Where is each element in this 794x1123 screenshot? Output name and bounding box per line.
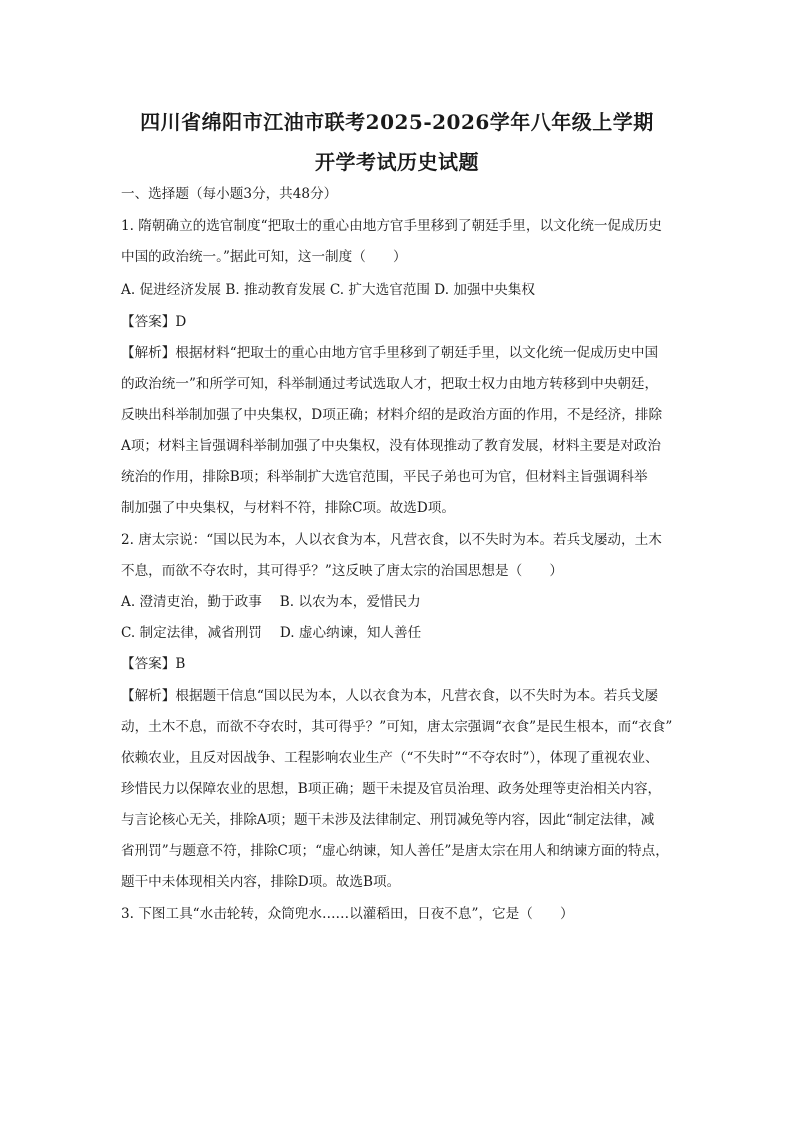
question-1-stem-line2: 中国的政治统一。”据此可知，这一制度（ ） (121, 249, 407, 265)
question-1-analysis-line: 反映出科举制加强了中央集权，D项正确；材料介绍的是政治方面的作用，不是经济，排除 (121, 407, 663, 423)
question-1-analysis-line: 【解析】根据材料“把取士的重心由地方官手里移到了朝廷手里，以文化统一促成历史中国 (121, 345, 659, 361)
question-2-analysis-line: 与言论核心无关，排除A项；题干未涉及法律制定、刑罚减免等内容，因此“制定法律，减 (121, 812, 655, 828)
question-2-analysis-line: 省刑罚”与题意不符，排除C项；“虚心纳谏，知人善任”是唐太宗在用人和纳谏方面的特点， (121, 843, 669, 859)
section-header: 一、选择题（每小题3分，共48分） (121, 186, 338, 202)
question-2-options-row2: C. 制定法律，减省刑罚 D. 虚心纳谏，知人善任 (121, 625, 422, 641)
question-2-options-row1: A. 澄清吏治，勤于政事 B. 以农为本，爱惜民力 (121, 594, 421, 610)
question-2-stem-line2: 不息，而欲不夺农时，其可得乎？”这反映了唐太宗的治国思想是（ ） (121, 563, 563, 579)
question-2-answer: 【答案】B (121, 656, 186, 672)
question-1-analysis-line: 统治的作用，排除B项；科举制扩大选官范围，平民子弟也可为官，但材料主旨强调科举 (121, 469, 648, 485)
question-1-answer: 【答案】D (121, 314, 187, 330)
question-2-analysis-line: 依赖农业，且反对因战争、工程影响农业生产（“不失时”“不夺农时”），体现了重视农业、 (121, 750, 659, 766)
question-1-analysis-line: 的政治统一”和所学可知，科举制通过考试选取人才，把取士权力由地方转移到中央朝廷， (121, 376, 659, 392)
exam-title-line2: 开学考试历史试题 (315, 150, 479, 174)
question-2-analysis-line: 珍惜民力以保障农业的思想，B项正确；题干未提及官员治理、政务处理等吏治相关内容， (121, 781, 662, 797)
exam-title-line1: 四川省绵阳市江油市联考2025-2026学年八年级上学期 (140, 110, 654, 134)
question-1-options: A. 促进经济发展 B. 推动教育发展 C. 扩大选官范围 D. 加强中央集权 (121, 282, 535, 298)
question-1-stem-line1: 1. 隋朝确立的选官制度“把取士的重心由地方官手里移到了朝廷手里，以文化统一促成历史 (121, 218, 662, 234)
question-3-stem-line1: 3. 下图工具“水击轮转，众筒兜水……以灌稻田，日夜不息”，它是（ ） (121, 906, 574, 922)
question-1-analysis-line: 制加强了中央集权，与材料不符，排除C项。故选D项。 (121, 500, 455, 516)
question-1-analysis-line: A项；材料主旨强调科举制加强了中央集权，没有体现推动了教育发展，材料主要是对政治 (121, 438, 661, 454)
question-2-analysis-line: 题干中未体现相关内容，排除D项。故选B项。 (121, 874, 401, 890)
question-2-analysis-line: 【解析】根据题干信息“国以民为本，人以衣食为本，凡营衣食，以不失时为本。若兵戈屡 (121, 688, 659, 704)
question-2-stem-line1: 2. 唐太宗说：“国以民为本，人以衣食为本，凡营衣食，以不失时为本。若兵戈屡动，土木 (121, 532, 662, 548)
question-2-analysis-line: 动，土木不息，而欲不夺农时，其可得乎？”可知，唐太宗强调“衣食”是民生根本，而“衣食” (121, 719, 673, 735)
